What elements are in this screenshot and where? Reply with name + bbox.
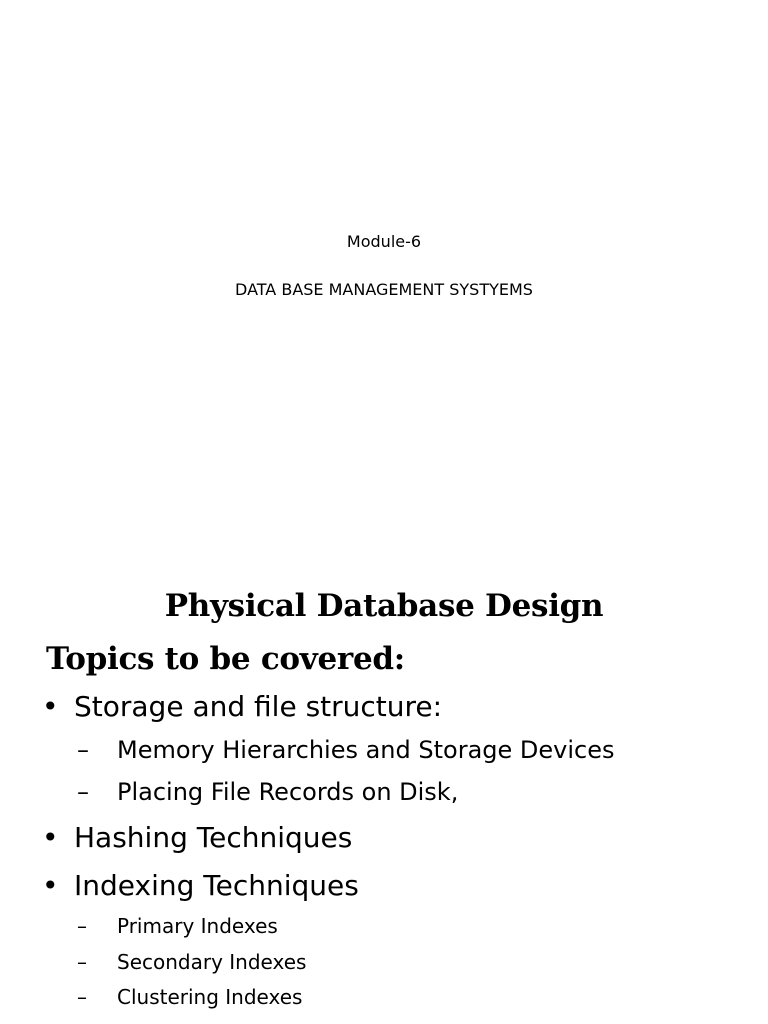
bullet-item-hashing bbox=[42, 821, 352, 854]
module-label: Module-6 bbox=[346, 232, 422, 251]
course-name: DATA BASE MANAGEMENT SYSTYEMS bbox=[235, 280, 533, 299]
bullet-glyph: • bbox=[42, 869, 59, 902]
dash-glyph: – bbox=[77, 914, 87, 938]
sub-item-text: Secondary Indexes bbox=[117, 950, 307, 974]
bullet-glyph: • bbox=[42, 821, 59, 854]
dash-glyph: – bbox=[77, 950, 87, 974]
sub-item-text: Placing File Records on Disk, bbox=[117, 778, 459, 806]
slide-title: Physical Database Design bbox=[164, 588, 604, 624]
dash-glyph: – bbox=[77, 985, 87, 1009]
sub-item-primary-indexes bbox=[77, 914, 278, 938]
sub-item-memory-hierarchies bbox=[77, 736, 615, 764]
dash-glyph: – bbox=[77, 778, 89, 806]
topics-heading: Topics to be covered: bbox=[46, 641, 405, 677]
bullet-item-indexing bbox=[42, 869, 359, 902]
bullet-item-storage bbox=[42, 690, 442, 723]
bullet-text: Indexing Techniques bbox=[74, 869, 359, 902]
sub-item-secondary-indexes bbox=[77, 950, 306, 974]
bullet-text: Hashing Techniques bbox=[74, 821, 353, 854]
sub-item-text: Memory Hierarchies and Storage Devices bbox=[117, 736, 615, 764]
sub-item-text: Clustering Indexes bbox=[117, 985, 303, 1009]
bullet-glyph: • bbox=[42, 690, 59, 723]
bullet-text: Storage and file structure: bbox=[74, 690, 443, 723]
sub-item-text: Primary Indexes bbox=[117, 914, 278, 938]
sub-item-clustering-indexes bbox=[77, 985, 302, 1009]
sub-item-placing-records bbox=[77, 778, 458, 806]
dash-glyph: – bbox=[77, 736, 89, 764]
